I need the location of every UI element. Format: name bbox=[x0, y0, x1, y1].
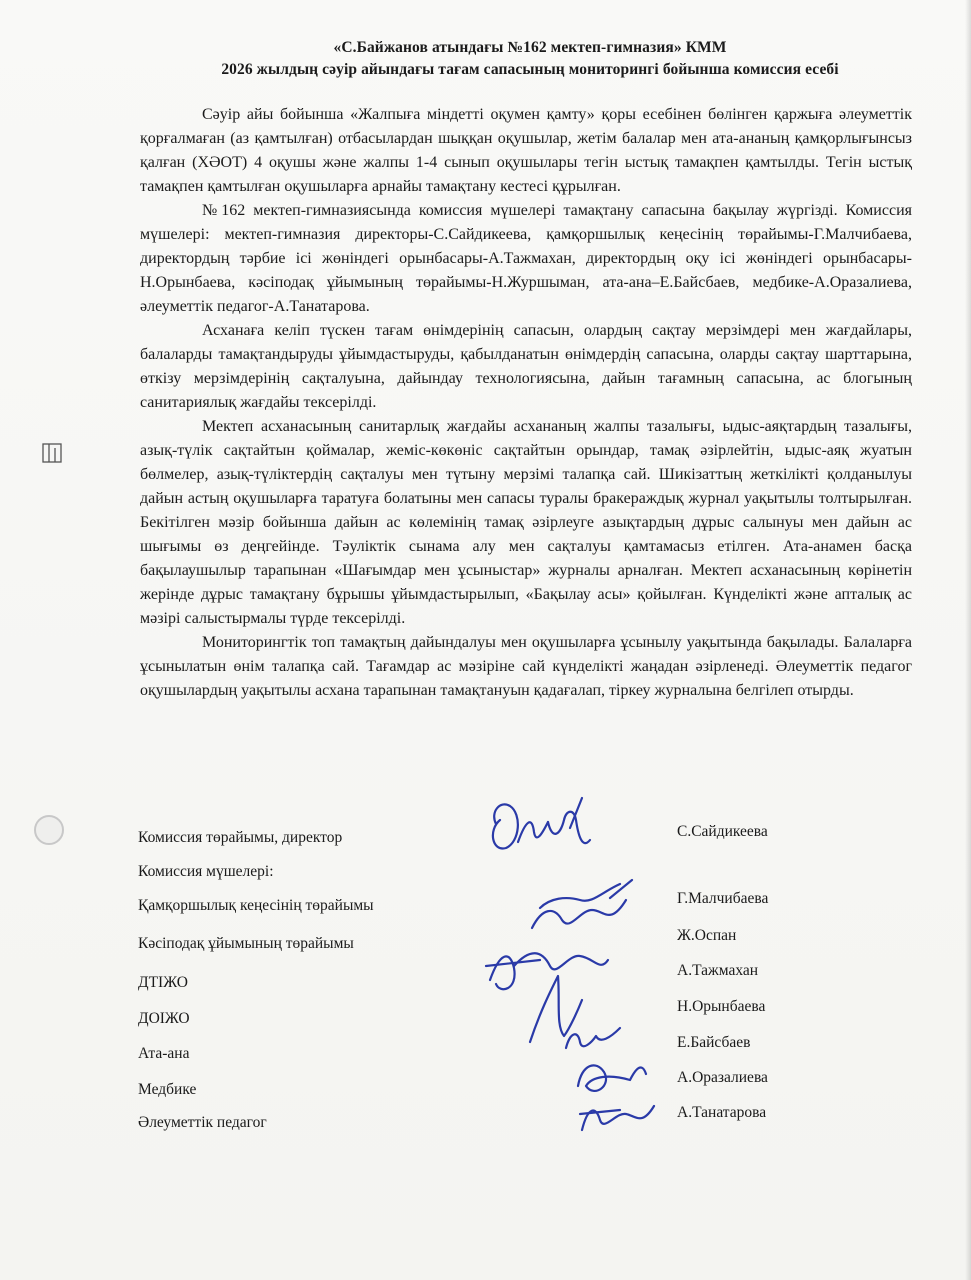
role-members-heading: Комиссия мүшелері: bbox=[138, 863, 274, 880]
role-chair-director: Комиссия төрайымы, директор bbox=[138, 829, 343, 846]
signature-ospan bbox=[486, 953, 608, 989]
role-social-pedagogue: Әлеуметтік педагог bbox=[138, 1114, 267, 1131]
page-edge-shadow bbox=[965, 0, 971, 1280]
name-orazalieva: А.Оразалиева bbox=[677, 1069, 768, 1086]
name-tanatarova: А.Танатарова bbox=[677, 1104, 767, 1121]
paragraph-sanitary: Мектеп асханасының санитарлық жағдайы асхананың жалпы тазалығы, ыдыс-аяқтардың тазалығы, азық-түлік сақтайтын қоймалар, жеміс-көкөніс сақтайтын орындар, тамақ әзірлейтін, ыдыс-аяқ жуатын бөлмелер, азық-түліктердің сақталуы мен түтыну мерзімі талапқа сай. Шикізаттың жеткілікті қолданылуы дайын астың оқушыларға таратуға болатыны мен сапасы туралы бракераждық журнал уақытылы толтырылған. Бекітілген мәзір бойынша дайын ас көлемінің тамақ әзірлеуге азықтардың дұрыс салынуы мен дайын ас шығымы өз деңгейінде. Тәуліктік сынама алу мен сақталуы қамтамасыз етілген. Ата-анамен басқа бақылаушылыр тарапынан «Шағымдар мен ұсыныстар» журналы арналған. Мектеп асханасының көрінетін жерінде дұрыс тамақтану бұрышы ұйымдастырылып, «Бақылау асы» қойылған. Күнделікті және апталық ас мәзірі салыстырмалы түрде тексерілді. bbox=[140, 418, 912, 627]
signature-director bbox=[493, 798, 590, 848]
name-malchibaeva: Г.Малчибаева bbox=[677, 890, 769, 907]
role-parent: Ата-ана bbox=[138, 1045, 190, 1062]
name-ospan: Ж.Оспан bbox=[677, 927, 737, 944]
role-nurse: Медбике bbox=[138, 1081, 197, 1098]
margin-mark-icon bbox=[40, 440, 66, 466]
paragraph-monitoring: Мониторингтік топ тамақтың дайындалуы мен оқушыларға ұсынылу уақытында бақылады. Балаларға ұсынылатын өнім талапқа сай. Тағамдар ас мәзіріне сай күнделікті жаңадан әзірленеді. Әлеуметтік педагог оқушылардың уақытылы асхана тарапынан тамақтануын қадағалап, тіркеу журналына белгілеп отырды. bbox=[140, 634, 912, 699]
signature-malchibaeva bbox=[532, 880, 632, 928]
paragraph-commission: №162 мектеп-гимназиясында комиссия мүшелері тамақтану сапасына бақылау жүргізді. Комиссия мүшелері: мектеп-гимназия директоры-С.Сайдикеева, қамқоршылық кеңесінің төрайымы-Г.Малчибаева, директордың тәрбие ісі жөніндегі орынбасары-А.Тажмахан, директордың оқу ісі жөніндегі орынбасары-Н.Орынбаева, кәсіподақ ұйымының төрайымы-Н.Журшыман, ата-ана–Е.Байсбаев, медбике-А.Оразалиева, әлеуметтік педагог-А.Танатарова. bbox=[140, 202, 912, 315]
signature-tanatarova bbox=[580, 1106, 654, 1130]
role-doizho: ДОІЖО bbox=[138, 1010, 190, 1027]
document-title-report: 2026 жылдың сәуір айындағы тағам сапасының мониторингі бойынша комиссия есебі bbox=[221, 61, 839, 78]
signature-orazalieva bbox=[578, 1065, 646, 1091]
name-baisbaev: Е.Байсбаев bbox=[677, 1034, 751, 1051]
name-tazhmakhan: А.Тажмахан bbox=[677, 962, 759, 979]
role-trustee-council-chair: Қамқоршылық кеңесінің төрайымы bbox=[138, 897, 374, 914]
signature-baisbaev bbox=[566, 1028, 620, 1048]
name-saidikeeva: С.Сайдикеева bbox=[677, 823, 768, 840]
name-orynbaeva: Н.Орынбаева bbox=[677, 998, 766, 1015]
signature-tazhmakhan bbox=[530, 976, 582, 1042]
report-body bbox=[140, 103, 912, 703]
document-title-organization: «С.Байжанов атындағы №162 мектеп-гимназия» КММ bbox=[333, 39, 727, 56]
role-dtizho: ДТІЖО bbox=[138, 974, 188, 991]
paragraph-funding: Сәуір айы бойынша «Жалпыға міндетті оқумен қамту» қоры есебінен бөлінген қаржыға әлеуметтік қорғалмаған (аз қамтылған) отбасылардан шыққан оқушылар, жетім балалар мен ата-ананың қамқорлығынсыз қалған (ХӘОТ) 4 оқушы және жалпы 1-4 сынып оқушылары тегін ыстық тамақпен қамтылды. Тегін ыстық тамақпен қамтылған оқушыларға арнайы тамақтану кестесі құрылған. bbox=[140, 106, 912, 195]
paragraph-inspection: Асханаға келіп түскен тағам өнімдерінің сапасын, олардың сақтау мерзімдері мен жағдайлары, балаларды тамақтандыруды ұйымдастыруды, қабылданатын өнімдердің сапасына, оларды сақтау шарттарына, өткізу мерзімдерінің сақталуына, дайындау технологиясына, дайын тағамның сапасына, ас блогының санитариялық жағдайы тексерілді. bbox=[140, 322, 912, 411]
handwritten-signatures bbox=[470, 780, 690, 1140]
role-trade-union-chair: Кәсіподақ ұйымының төрайымы bbox=[138, 935, 354, 952]
punch-hole bbox=[34, 815, 64, 845]
